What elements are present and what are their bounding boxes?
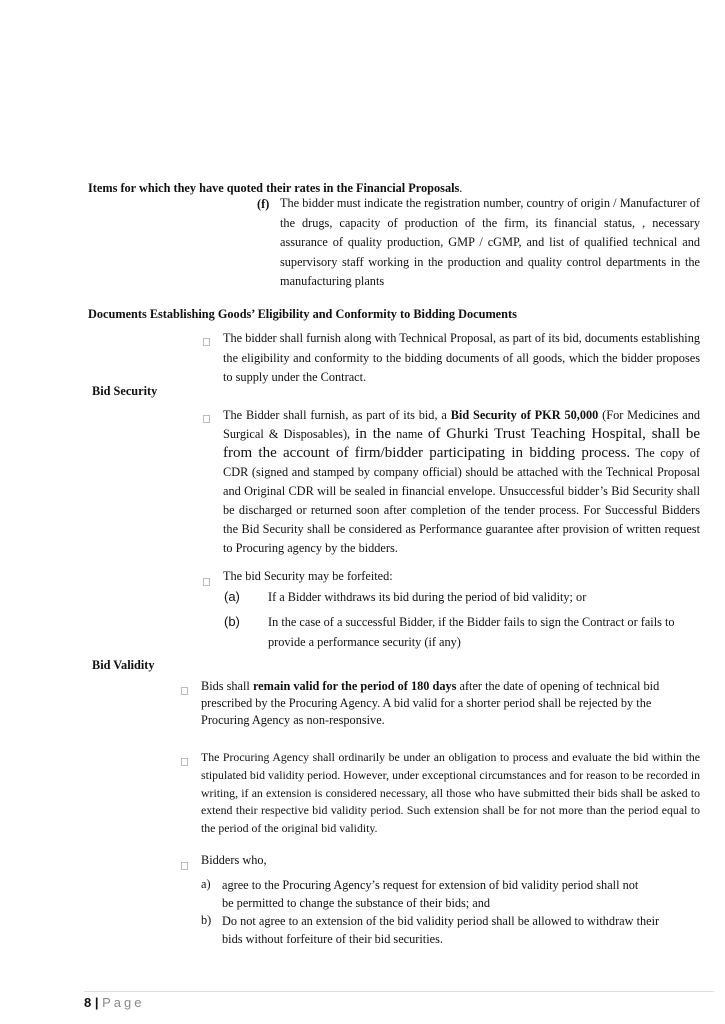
items-line-text: Items for which they have quoted their rates in the Financial Proposals	[88, 181, 460, 195]
page-footer	[84, 995, 145, 1010]
item-f-marker: (f)	[257, 197, 270, 211]
eligibility-bullet: The bidder shall furnish along with Technical Proposal, as part of its bid, documents establishing the eligibility and conformity to the bidding documents of all goods, which the bidder proposes to supply under the Contract.	[223, 331, 700, 384]
text-segment: Bids shall	[201, 679, 253, 693]
bid-validity-bullet-1	[201, 678, 681, 729]
forfeit-item-a: If a Bidder withdraws its bid during the period of bid validity; or	[268, 590, 587, 604]
page-number: 8	[84, 995, 92, 1010]
extension-marker-b: b)	[201, 913, 212, 927]
extension-item-a: agree to the Procuring Agency’s request for extension of bid validity period shall not be permitted to change the substance of their bids; and	[222, 878, 639, 910]
bid-security-amount: Bid Security of PKR 50,000	[450, 408, 599, 422]
forfeit-item-b: In the case of a successful Bidder, if the Bidder fails to sign the Contract or fails to provide a performance security (if any)	[268, 615, 675, 649]
bullet-box-icon	[181, 859, 188, 874]
text-segment: after the date of opening of technical bid prescribed by the Procuring Agency. A bid valid for a shorter period shall be rejected by the Procuring Agency as non-responsive.	[201, 679, 660, 727]
page-separator: |	[94, 995, 99, 1010]
validity-period: remain valid for the period of 180 days	[252, 679, 457, 693]
bid-security-bullet-2: The bid Security may be forfeited:	[223, 569, 393, 583]
bullet-box-icon	[203, 335, 210, 350]
forfeit-marker-a: (a)	[224, 589, 240, 604]
bid-validity-bullet-2: The Procuring Agency shall ordinarily be under an obligation to process and evaluate the bid within the stipulated bid validity period. However, under exceptional circumstances and for reason to be recorded in writing, if an extension is considered necessary, all those who have submitted their bids shall be asked to extend their respective bid validity period. Such extension shall be for not more than the period equal to the period of the original bid validity.	[201, 750, 700, 836]
items-line-period: .	[459, 181, 463, 195]
bid-security-heading: Bid Security	[92, 384, 158, 398]
text-segment: in the	[355, 426, 392, 442]
bullet-box-icon	[181, 684, 188, 699]
extension-item-b: Do not agree to an extension of the bid validity period shall be allowed to withdraw their bids without forfeiture of their bid securities.	[222, 914, 660, 946]
extension-marker-a: a)	[201, 877, 211, 891]
eligibility-heading: Documents Establishing Goods’ Eligibility and Conformity to Bidding Documents	[88, 307, 517, 321]
bullet-box-icon	[181, 755, 188, 770]
bullet-box-icon	[203, 575, 210, 590]
bullet-box-icon	[203, 412, 210, 427]
text-segment: of Ghurki Trust Teaching Hospital, shall be from the account of firm/bidder participating in bidding process.	[223, 426, 700, 461]
text-segment: The Bidder shall furnish, as part of its bid, a	[223, 408, 451, 422]
page-label: Page	[102, 995, 145, 1010]
text-segment: name	[391, 427, 428, 441]
forfeit-marker-b: (b)	[224, 614, 240, 629]
text-segment: The copy of CDR (signed and stamped by company official) should be attached with the Technical Proposal and Original CDR will be sealed in financial envelope. Unsuccessful bidder’s Bid Security shall be discharged or returned soon after completion of the tender process. For Successful Bidders the Bid Security shall be considered as Performance guarantee after provision of written request to Procuring agency by the bidders.	[223, 446, 701, 555]
item-f-text: The bidder must indicate the registration number, country of origin / Manufacturer of the drugs, capacity of production of the firm, its financial status, , necessary assurance of quality production, GMP / cGMP, and list of qualified technical and supervisory staff working in the production and quality control departments in the manufacturing plants	[280, 196, 700, 288]
footer-divider	[84, 991, 714, 992]
bid-validity-heading: Bid Validity	[92, 658, 155, 672]
bid-security-bullet-1	[223, 406, 700, 558]
text-segment: (For Medicines and Surgical & Disposables),	[223, 408, 701, 441]
bid-validity-bullet-3: Bidders who,	[201, 853, 267, 867]
